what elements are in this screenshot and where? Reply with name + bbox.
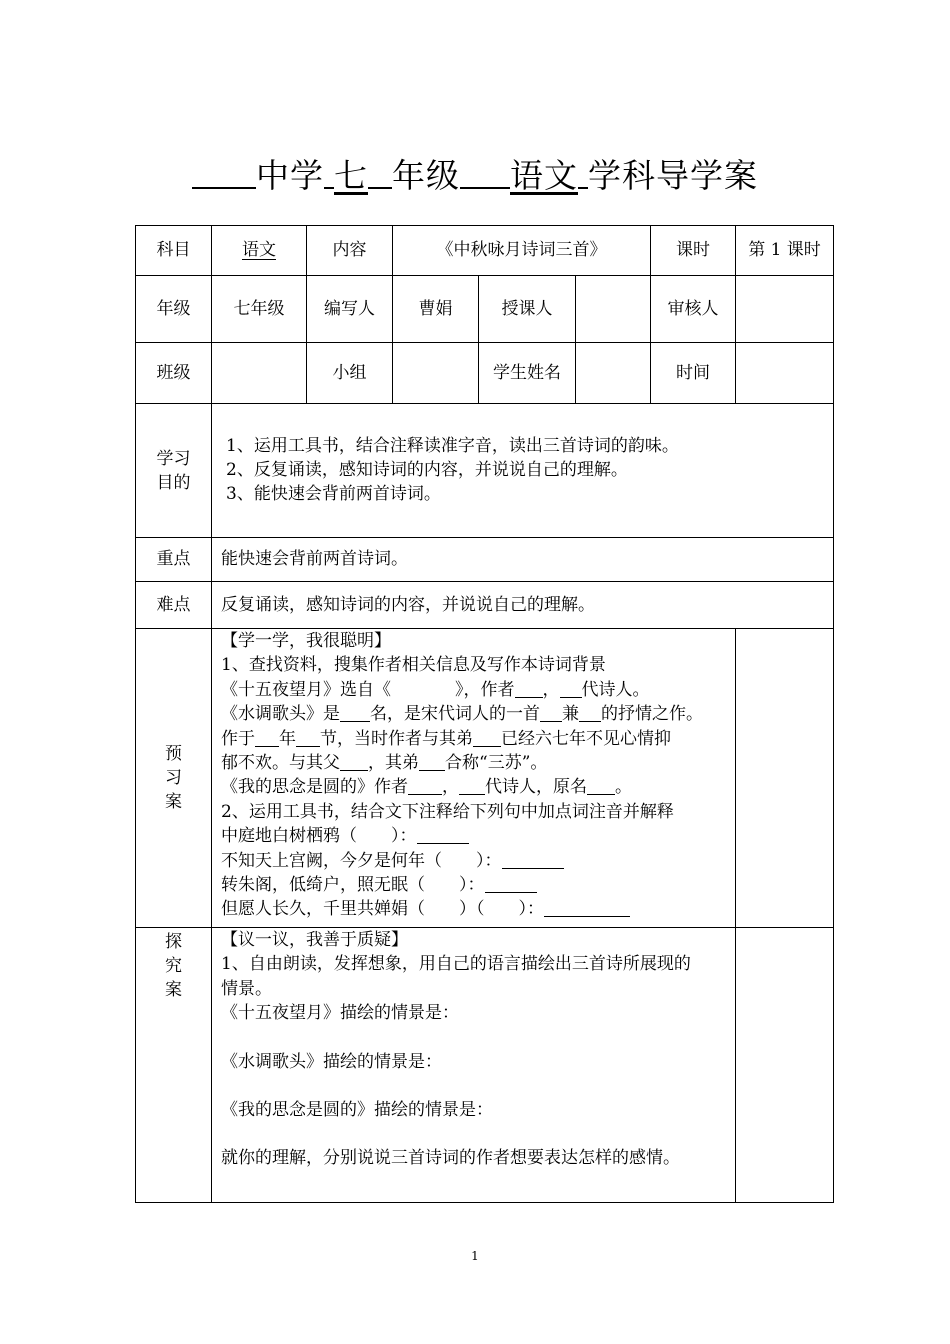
difficulty-label: 难点 (136, 582, 212, 629)
fill-line: 《水调歌头》是 名，是宋代词人的一首 兼 的抒情之作。 (221, 704, 703, 725)
fill-line: 转朱阁，低绮户，照无眠（ ）： (221, 873, 735, 897)
difficulty-text: 反复诵读，感知诗词的内容，并说说自己的理解。 (212, 582, 834, 629)
study-guide-table (135, 225, 834, 1203)
goals-row (136, 404, 834, 538)
fill-line: 《十五夜望月》选自《 》，作者 ， 代诗人。 (221, 679, 650, 700)
period-label: 课时 (651, 226, 736, 276)
explore-content: 【议一议，我善于质疑】 1、自由朗读，发挥想象，用自己的语言描绘出三首诗所展现的 情景。 《十五夜望月》描绘的情景是： 《水调歌头》描绘的情景是： 《我的思念是圆的》描绘的情景是： 就你的理解，分别说说三首诗词的作者想要表达怎样的感情。 (212, 928, 736, 1203)
content-label: 内容 (307, 226, 393, 276)
page-number: 1 (471, 1249, 479, 1263)
key-point-text: 能快速会背前两首诗词。 (212, 538, 834, 582)
teacher-label: 授课人 (479, 276, 576, 343)
fill-line: 郁不欢。与其父 ，其弟 合称“三苏”。 (221, 753, 548, 774)
content-value: 《中秋咏月诗词三首》 (393, 226, 651, 276)
preview-notes (736, 629, 834, 928)
fill-line: 中庭地白树栖鸦（ ）： (221, 824, 735, 848)
fill-line: 作于 年 节，当时作者与其弟 已经六七年不见心情抑 (221, 728, 671, 749)
group-label: 小组 (307, 343, 393, 404)
info-row-2 (136, 276, 834, 343)
author-label: 编写人 (307, 276, 393, 343)
preview-row (136, 629, 834, 928)
goals-label: 学习 目的 (136, 404, 212, 538)
class-label: 班级 (136, 343, 212, 404)
info-row-3 (136, 343, 834, 404)
student-name-label: 学生姓名 (479, 343, 576, 404)
time-value (736, 343, 834, 404)
grade-label: 年级 (136, 276, 212, 343)
preview-label: 预 习 案 (136, 629, 212, 928)
class-value (212, 343, 307, 404)
explore-label: 探 究 案 (136, 928, 212, 1203)
key-point-row (136, 538, 834, 582)
key-point-label: 重点 (136, 538, 212, 582)
school-blank (192, 159, 256, 189)
grade-cell: 七年级 (212, 276, 307, 343)
section-heading: 【议一议，我善于质疑】 (221, 930, 408, 950)
section-heading: 【学一学，我很聪明】 (221, 631, 391, 651)
subject-cell: 语文 (212, 226, 307, 276)
explore-notes (736, 928, 834, 1203)
fill-line: 但愿人长久，千里共婵娟（ ）（ ）： (221, 897, 735, 921)
grade-value: 七 (334, 156, 368, 195)
page-title: 中学 七 年级 语文 学科导学案 (0, 150, 950, 197)
period-value: 第 1 课时 (736, 226, 834, 276)
group-value (393, 343, 479, 404)
author-value: 曹娟 (393, 276, 479, 343)
goal-item: 3、能快速会背前两首诗词。 (226, 484, 441, 504)
teacher-value (576, 276, 651, 343)
goals-content (212, 404, 834, 538)
difficulty-row (136, 582, 834, 629)
subject-label: 科目 (136, 226, 212, 276)
explore-row (136, 928, 834, 1203)
time-label: 时间 (651, 343, 736, 404)
goal-item: 1、运用工具书，结合注释读准字音，读出三首诗词的韵味。 (226, 436, 679, 456)
fill-line: 不知天上宫阙，今夕是何年（ ）： (221, 849, 735, 873)
reviewer-value (736, 276, 834, 343)
goal-item: 2、反复诵读，感知诗词的内容，并说说自己的理解。 (226, 460, 628, 480)
info-row-1 (136, 226, 834, 276)
fill-line: 《我的思念是圆的》作者 ， 代诗人，原名 。 (221, 777, 632, 798)
student-name-value (576, 343, 651, 404)
reviewer-label: 审核人 (651, 276, 736, 343)
subject-value: 语文 (510, 156, 578, 195)
preview-content: 【学一学，我很聪明】 1、查找资料，搜集作者相关信息及写作本诗词背景 《十五夜望月》选自《 》，作者 ， 代诗人。 《水调歌头》是 名，是宋代词人的一首 兼 的抒情之作。 作于 年 节，当时作者与其弟 已经六七年不见心情抑 郁不欢。与其父 ，其弟 合称“三苏”。 《我的思念是圆的》作者 ， 代诗人，原名 。 2、运用工具书，结合文下注释给下列句中加点词注音并解释 中庭地白树栖鸦（ ）： 不知天上宫阙，今夕是何年（ ）： 转朱阁，低绮户，照无眠（ ）： 但愿人长久，千里共婵娟（ ）（ ）： (212, 629, 736, 928)
